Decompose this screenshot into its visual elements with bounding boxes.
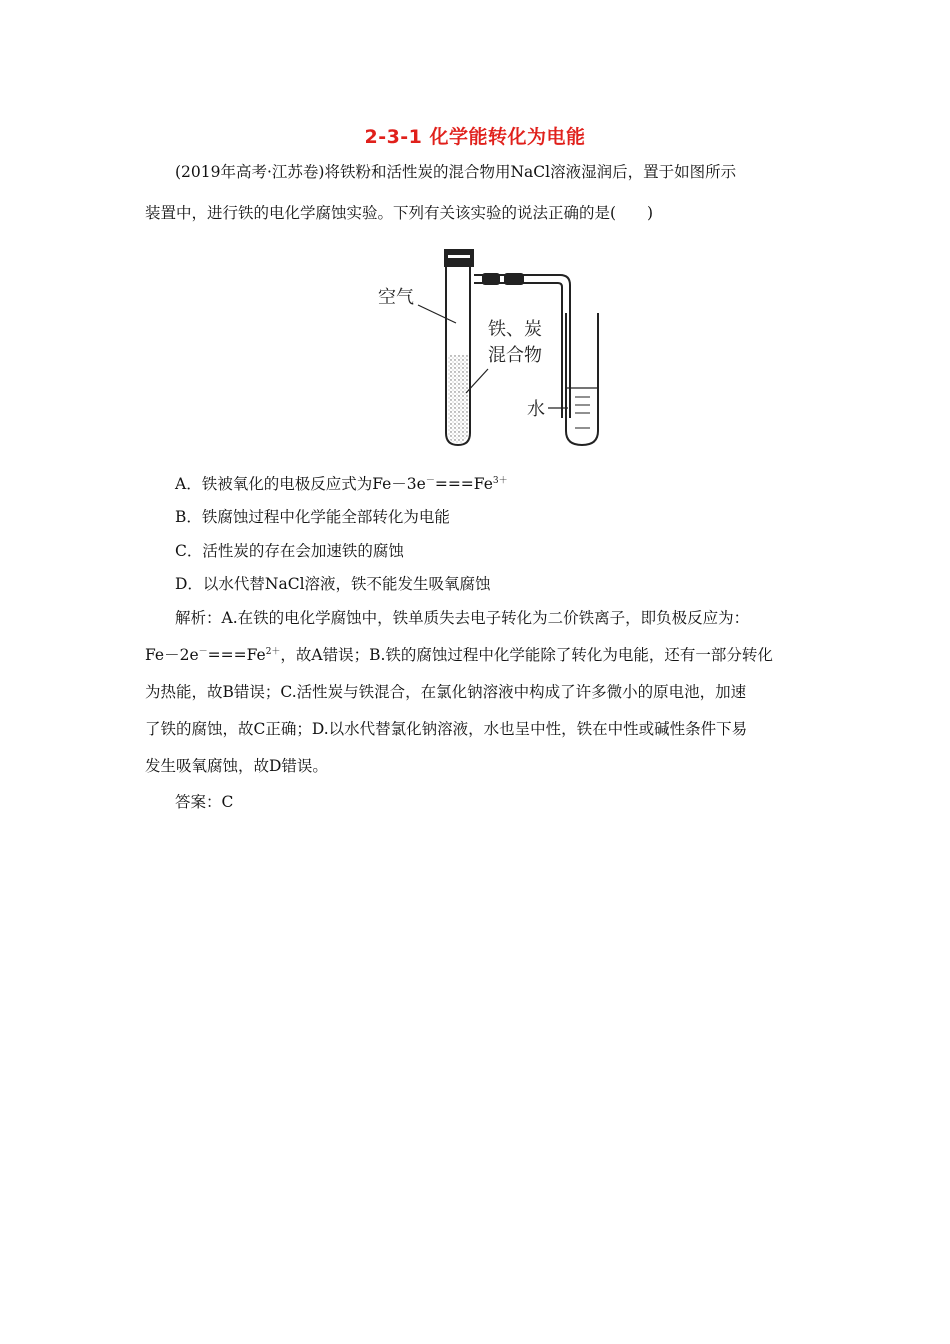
iron-carbon-mixture: [448, 355, 468, 443]
option-d: D．以水代替NaCl溶液，铁不能发生吸氧腐蚀: [175, 575, 491, 593]
label-mixture-1: 铁、炭: [488, 319, 542, 340]
analysis-line-2: $Fe-2e^-===Fe^{2+}$，故A错误；B.铁的腐蚀过程中化学能除了转化为电能，还有一部分转化: [145, 646, 773, 664]
answer: 答案：C: [175, 793, 234, 811]
analysis-line-4: 了铁的腐蚀，故C正确；D.以水代替氯化钠溶液，水也呈中性，铁在中性或碱性条件下易: [145, 720, 748, 738]
analysis-line-1: 解析：A.在铁的电化学腐蚀中，铁单质失去电子转化为二价铁离子，即负极反应为：: [175, 609, 750, 627]
question-line-1: (2019年高考·江苏卷)将铁粉和活性炭的混合物用NaCl溶液湿润后，置于如图所示: [175, 163, 737, 181]
question-line-2: 装置中，进行铁的电化学腐蚀实验。下列有关该实验的说法正确的是( ): [145, 204, 654, 222]
option-b: B．铁腐蚀过程中化学能全部转化为电能: [175, 508, 450, 526]
label-air: 空气: [378, 287, 414, 308]
page-title: 2-3-1 化学能转化为电能: [364, 126, 586, 148]
experiment-diagram: [370, 243, 610, 451]
label-water: 水: [527, 399, 545, 420]
option-a: A．铁被氧化的电极反应式为$Fe-3e^-===Fe^{3+}$: [175, 475, 508, 493]
analysis-line-5: 发生吸氧腐蚀，故D错误。: [145, 757, 328, 775]
test-tube: [444, 249, 474, 445]
label-mixture-2: 混合物: [488, 345, 542, 366]
analysis-line-3: 为热能，故B错误；C.活性炭与铁混合，在氯化钠溶液中构成了许多微小的原电池，加速: [145, 683, 747, 701]
option-c: C．活性炭的存在会加速铁的腐蚀: [175, 542, 404, 560]
